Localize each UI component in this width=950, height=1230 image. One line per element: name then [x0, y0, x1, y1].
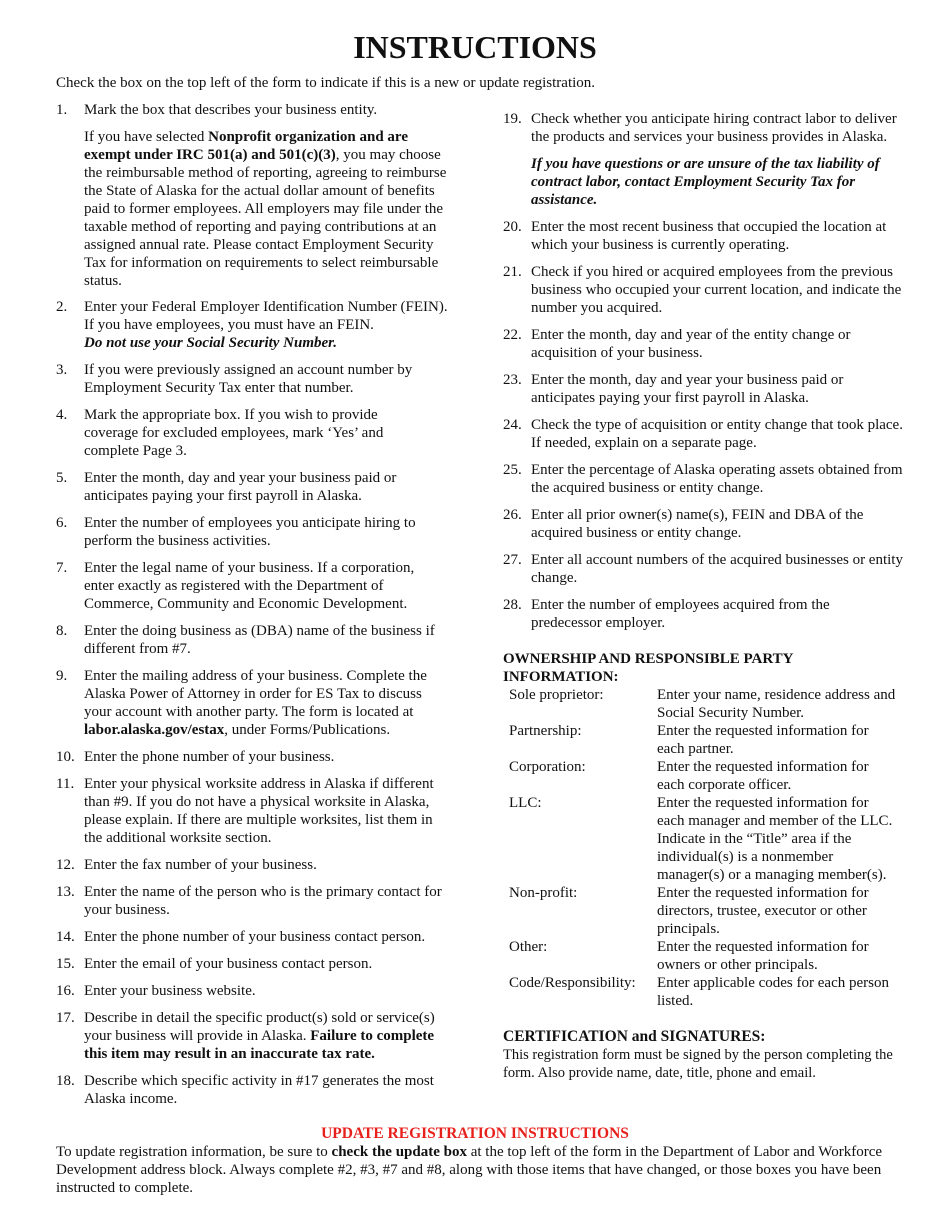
- ownership-row: [506, 938, 901, 974]
- tax-rate-warning: Failure to complete this item may result in an inaccurate tax rate.: [84, 1028, 435, 1062]
- instruction-item-1: [56, 101, 448, 290]
- item-number: 27.: [503, 552, 522, 568]
- contract-labor-note: If you have questions or are unsure of the tax liability of contract labor, contact Employment Security Tax for assistance.: [531, 156, 880, 208]
- right-column: [503, 110, 903, 1082]
- instruction-item-18: [56, 1072, 448, 1108]
- item-text: Check if you hired or acquired employees from the previous business who occupied your current location, and indicate the number you acquired.: [531, 264, 902, 316]
- item-text: Enter the name of the person who is the primary contact for your business.: [84, 884, 442, 918]
- ownership-description: Enter your name, residence address and Social Security Number.: [657, 687, 896, 721]
- item-text: Enter the phone number of your business.: [84, 749, 335, 765]
- instruction-item-10: [56, 748, 448, 766]
- item-text: Enter the doing business as (DBA) name of the business if different from #7.: [84, 623, 435, 657]
- item-number: 11.: [56, 776, 75, 792]
- intro-text: Check the box on the top left of the form to indicate if this is a new or update registration.: [56, 75, 596, 91]
- instruction-item-25: [503, 461, 903, 497]
- instruction-item-4: [56, 406, 448, 460]
- item-text: Enter the month, day and year your business paid or anticipates paying your first payroll in Alaska.: [84, 470, 397, 504]
- item-text: Enter the number of employees you anticipate hiring to perform the business activities.: [84, 515, 416, 549]
- item-text: Enter your physical worksite address in Alaska if different than #9. If you do not have a physical worksite in Alaska, please explain. If there are multiple worksites, list them in the additional worksite section.: [84, 776, 434, 846]
- ssn-warning: Do not use your Social Security Number.: [84, 335, 337, 351]
- item-text: Enter the month, day and year of the entity change or acquisition of your business.: [531, 327, 851, 361]
- item-text: Check the type of acquisition or entity change that took place. If needed, explain on a separate page.: [531, 417, 903, 451]
- item-number: 6.: [56, 515, 68, 531]
- instruction-item-16: [56, 982, 448, 1000]
- item-number: 24.: [503, 417, 522, 433]
- item-number: 23.: [503, 372, 522, 388]
- ownership-table: [506, 686, 901, 1010]
- ownership-role: Code/Responsibility:: [509, 975, 636, 991]
- item-number: 18.: [56, 1073, 75, 1089]
- instruction-item-5: [56, 469, 448, 505]
- item-number: 13.: [56, 884, 75, 900]
- item-text: Enter the month, day and year your business paid or anticipates paying your first payroll in Alaska.: [531, 372, 844, 406]
- ownership-row: [506, 974, 901, 1010]
- item-text: Enter the phone number of your business contact person.: [84, 929, 426, 945]
- certification-heading: CERTIFICATION and SIGNATURES:: [503, 1028, 766, 1045]
- instruction-item-11: [56, 775, 448, 847]
- ownership-description: Enter the requested information for each corporate officer.: [657, 759, 869, 793]
- ownership-description: Enter the requested information for owners or other principals.: [657, 939, 869, 973]
- instruction-item-2: [56, 298, 448, 352]
- instruction-item-14: [56, 928, 448, 946]
- item-number: 10.: [56, 749, 75, 765]
- page-title: INSTRUCTIONS: [353, 29, 597, 65]
- item-number: 4.: [56, 407, 68, 423]
- estax-link[interactable]: labor.alaska.gov/estax: [84, 722, 225, 738]
- instruction-item-7: [56, 559, 448, 613]
- ownership-role: Non-profit:: [509, 885, 578, 901]
- item-text: If you were previously assigned an account number by Employment Security Tax enter that number.: [84, 362, 413, 396]
- ownership-role: LLC:: [509, 795, 542, 811]
- instruction-item-15: [56, 955, 448, 973]
- instruction-item-24: [503, 416, 903, 452]
- ownership-heading: OWNERSHIP AND RESPONSIBLE PARTY INFORMATION:: [503, 651, 793, 685]
- update-heading: UPDATE REGISTRATION INSTRUCTIONS: [321, 1125, 629, 1142]
- item-text: Check whether you anticipate hiring contract labor to deliver the products and services your business provides in Alaska.: [531, 111, 897, 145]
- ownership-row: [506, 758, 901, 794]
- ownership-role: Sole proprietor:: [509, 687, 604, 703]
- instruction-item-20: [503, 218, 903, 254]
- ownership-role: Corporation:: [509, 759, 586, 775]
- item-number: 7.: [56, 560, 68, 576]
- instruction-item-3: [56, 361, 448, 397]
- instruction-item-21: [503, 263, 903, 317]
- item-number: 25.: [503, 462, 522, 478]
- item-text: Enter your Federal Employer Identification Number (FEIN). If you have employees, you must have an FEIN.: [84, 299, 448, 333]
- instruction-item-9: [56, 667, 448, 739]
- item-text: Enter the email of your business contact person.: [84, 956, 373, 972]
- item-text: Describe in detail the specific product(s) sold or service(s) your business will provide in Alaska. Failure to complete this item may result in an inaccurate tax rate.: [84, 1010, 435, 1062]
- item-number: 9.: [56, 668, 68, 684]
- ownership-description: Enter applicable codes for each person listed.: [657, 975, 889, 1009]
- instruction-item-17: [56, 1009, 448, 1063]
- item-number: 2.: [56, 299, 68, 315]
- item-text: Enter all account numbers of the acquired businesses or entity change.: [531, 552, 903, 586]
- item-text: Enter the number of employees acquired from the predecessor employer.: [531, 597, 830, 631]
- instruction-item-28: [503, 596, 903, 632]
- instruction-item-27: [503, 551, 903, 587]
- item-text: Enter the most recent business that occupied the location at which your business is currently operating.: [531, 219, 887, 253]
- item-number: 15.: [56, 956, 75, 972]
- item-number: 8.: [56, 623, 68, 639]
- ownership-row: [506, 686, 901, 722]
- instruction-item-22: [503, 326, 903, 362]
- item-text: Mark the appropriate box. If you wish to provide coverage for excluded employees, mark ‘Yes’ and complete Page 3.: [84, 407, 384, 459]
- instruction-item-26: [503, 506, 903, 542]
- ownership-role: Partnership:: [509, 723, 582, 739]
- certification-text: This registration form must be signed by the person completing the form. Also provide name, date, title, phone and email.: [503, 1047, 893, 1081]
- item-number: 19.: [503, 111, 522, 127]
- item-number: 3.: [56, 362, 68, 378]
- instruction-item-6: [56, 514, 448, 550]
- item-number: 26.: [503, 507, 522, 523]
- item-number: 5.: [56, 470, 68, 486]
- ownership-row: [506, 722, 901, 758]
- instruction-item-8: [56, 622, 448, 658]
- ownership-role: Other:: [509, 939, 548, 955]
- instruction-item-23: [503, 371, 903, 407]
- item-number: 21.: [503, 264, 522, 280]
- instruction-item-13: [56, 883, 448, 919]
- item-number: 20.: [503, 219, 522, 235]
- item-text: Enter the mailing address of your business. Complete the Alaska Power of Attorney in order for ES Tax to discuss your account with another party. The form is located at labor.alaska.gov/estax, under Forms/Publications.: [84, 668, 427, 738]
- left-column: [56, 101, 448, 1117]
- item-number: 17.: [56, 1010, 75, 1026]
- update-box-emphasis: check the update box: [331, 1144, 467, 1160]
- item-text: Enter the legal name of your business. If a corporation, enter exactly as registered with the Department of Commerce, Community and Economic Development.: [84, 560, 415, 612]
- item-text: Describe which specific activity in #17 generates the most Alaska income.: [84, 1073, 434, 1107]
- ownership-description: Enter the requested information for each partner.: [657, 723, 869, 757]
- item-number: 12.: [56, 857, 75, 873]
- nonprofit-note: If you have selected Nonprofit organization and are exempt under IRC 501(a) and 501(c)(3), you may choose the reimbursable method of reporting, agreeing to reimburse the State of Alaska for the actual dollar amount of benefits paid to former employees. All employers may file under the taxable method of reporting and paying contributions at an assigned annual rate. Please contact Employment Security Tax for information on requirements to select reimbursable status.: [84, 129, 447, 289]
- item-number: 1.: [56, 102, 68, 118]
- instruction-item-12: [56, 856, 448, 874]
- item-number: 16.: [56, 983, 75, 999]
- item-text: Enter the fax number of your business.: [84, 857, 317, 873]
- item-text: Enter all prior owner(s) name(s), FEIN and DBA of the acquired business or entity change.: [531, 507, 864, 541]
- item-number: 28.: [503, 597, 522, 613]
- ownership-description: Enter the requested information for directors, trustee, executor or other principals.: [657, 885, 869, 937]
- ownership-row: [506, 794, 901, 884]
- ownership-description: Enter the requested information for each manager and member of the LLC. Indicate in the “Title” area if the individual(s) is a nonmember manager(s) or a managing member(s).: [657, 795, 893, 883]
- ownership-row: [506, 884, 901, 938]
- item-text: Mark the box that describes your business entity.: [84, 102, 378, 118]
- item-text: Enter your business website.: [84, 983, 256, 999]
- item-number: 14.: [56, 929, 75, 945]
- item-number: 22.: [503, 327, 522, 343]
- instruction-item-19: [503, 110, 903, 209]
- update-text: To update registration information, be sure to check the update box at the top left of the form in the Department of Labor and Workforce Development address block. Always complete #2, #3, #7 and #8, along with those items that have changed, or those boxes you have been instructed to complete.: [56, 1144, 883, 1196]
- item-text: Enter the percentage of Alaska operating assets obtained from the acquired business or entity change.: [531, 462, 903, 496]
